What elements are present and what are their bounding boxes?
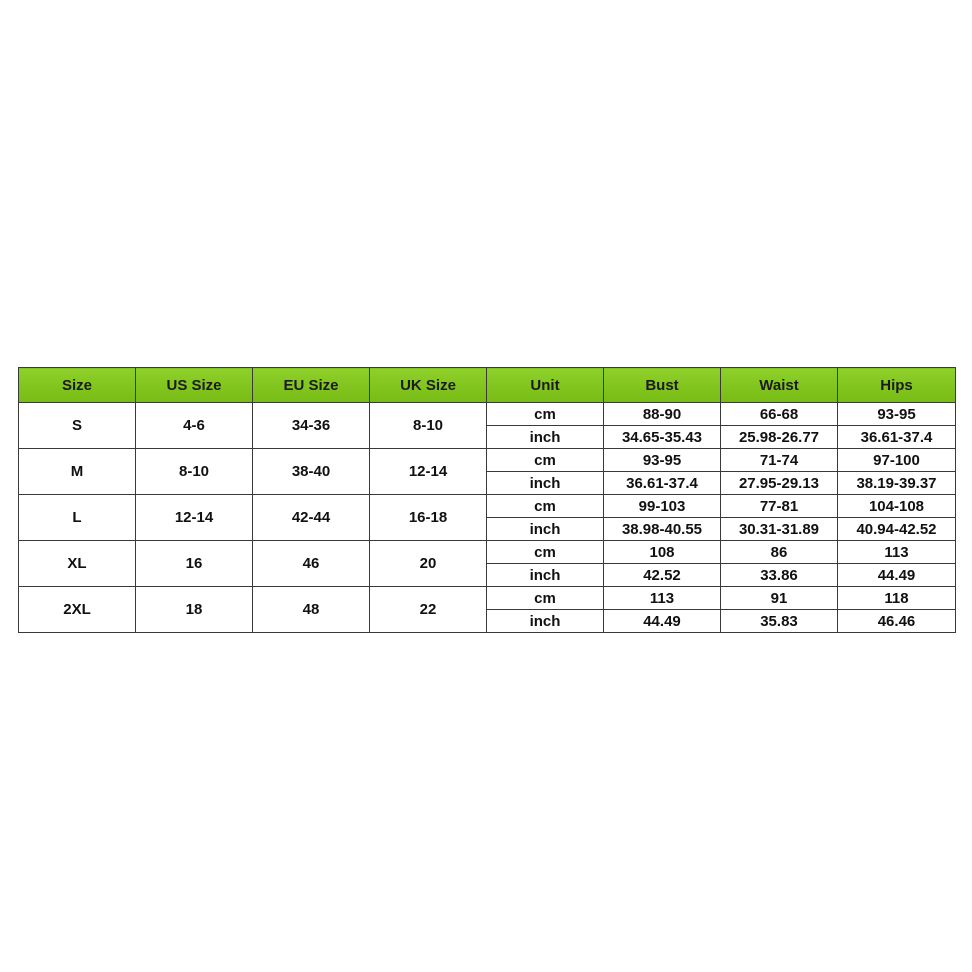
waist-cell: 91 (721, 587, 838, 610)
table-row (19, 495, 956, 518)
bust-cell: 108 (604, 541, 721, 564)
unit-cell: inch (487, 564, 604, 587)
bust-cell: 88-90 (604, 403, 721, 426)
unit-cell: cm (487, 449, 604, 472)
header-us-size: US Size (136, 368, 253, 403)
unit-cell: inch (487, 426, 604, 449)
us-size-cell: 16 (136, 541, 253, 587)
eu-size-cell: 42-44 (253, 495, 370, 541)
unit-cell: inch (487, 518, 604, 541)
hips-cell: 38.19-39.37 (838, 472, 956, 495)
us-size-cell: 8-10 (136, 449, 253, 495)
hips-cell: 118 (838, 587, 956, 610)
table-row (19, 449, 956, 472)
header-size: Size (19, 368, 136, 403)
hips-cell: 46.46 (838, 610, 956, 633)
unit-cell: inch (487, 610, 604, 633)
unit-cell: cm (487, 587, 604, 610)
waist-cell: 86 (721, 541, 838, 564)
size-chart-body (19, 403, 956, 633)
us-size-cell: 18 (136, 587, 253, 633)
waist-cell: 66-68 (721, 403, 838, 426)
us-size-cell: 4-6 (136, 403, 253, 449)
waist-cell: 25.98-26.77 (721, 426, 838, 449)
size-cell: L (19, 495, 136, 541)
header-bust: Bust (604, 368, 721, 403)
waist-cell: 77-81 (721, 495, 838, 518)
hips-cell: 113 (838, 541, 956, 564)
header-unit: Unit (487, 368, 604, 403)
unit-cell: cm (487, 495, 604, 518)
header-waist: Waist (721, 368, 838, 403)
unit-cell: inch (487, 472, 604, 495)
unit-cell: cm (487, 541, 604, 564)
bust-cell: 34.65-35.43 (604, 426, 721, 449)
bust-cell: 44.49 (604, 610, 721, 633)
table-row (19, 541, 956, 564)
bust-cell: 42.52 (604, 564, 721, 587)
hips-cell: 104-108 (838, 495, 956, 518)
hips-cell: 40.94-42.52 (838, 518, 956, 541)
table-row (19, 587, 956, 610)
hips-cell: 97-100 (838, 449, 956, 472)
eu-size-cell: 48 (253, 587, 370, 633)
size-chart-table (18, 367, 956, 633)
bust-cell: 36.61-37.4 (604, 472, 721, 495)
bust-cell: 93-95 (604, 449, 721, 472)
hips-cell: 44.49 (838, 564, 956, 587)
waist-cell: 71-74 (721, 449, 838, 472)
header-uk-size: UK Size (370, 368, 487, 403)
uk-size-cell: 12-14 (370, 449, 487, 495)
unit-cell: cm (487, 403, 604, 426)
uk-size-cell: 22 (370, 587, 487, 633)
header-hips: Hips (838, 368, 956, 403)
uk-size-cell: 20 (370, 541, 487, 587)
uk-size-cell: 8-10 (370, 403, 487, 449)
bust-cell: 113 (604, 587, 721, 610)
table-row (19, 403, 956, 426)
waist-cell: 35.83 (721, 610, 838, 633)
size-cell: S (19, 403, 136, 449)
uk-size-cell: 16-18 (370, 495, 487, 541)
hips-cell: 36.61-37.4 (838, 426, 956, 449)
eu-size-cell: 34-36 (253, 403, 370, 449)
bust-cell: 99-103 (604, 495, 721, 518)
size-chart-header (19, 368, 956, 403)
bust-cell: 38.98-40.55 (604, 518, 721, 541)
eu-size-cell: 46 (253, 541, 370, 587)
size-cell: XL (19, 541, 136, 587)
waist-cell: 33.86 (721, 564, 838, 587)
waist-cell: 27.95-29.13 (721, 472, 838, 495)
hips-cell: 93-95 (838, 403, 956, 426)
size-cell: M (19, 449, 136, 495)
header-eu-size: EU Size (253, 368, 370, 403)
size-cell: 2XL (19, 587, 136, 633)
us-size-cell: 12-14 (136, 495, 253, 541)
header-row (19, 368, 956, 403)
eu-size-cell: 38-40 (253, 449, 370, 495)
waist-cell: 30.31-31.89 (721, 518, 838, 541)
